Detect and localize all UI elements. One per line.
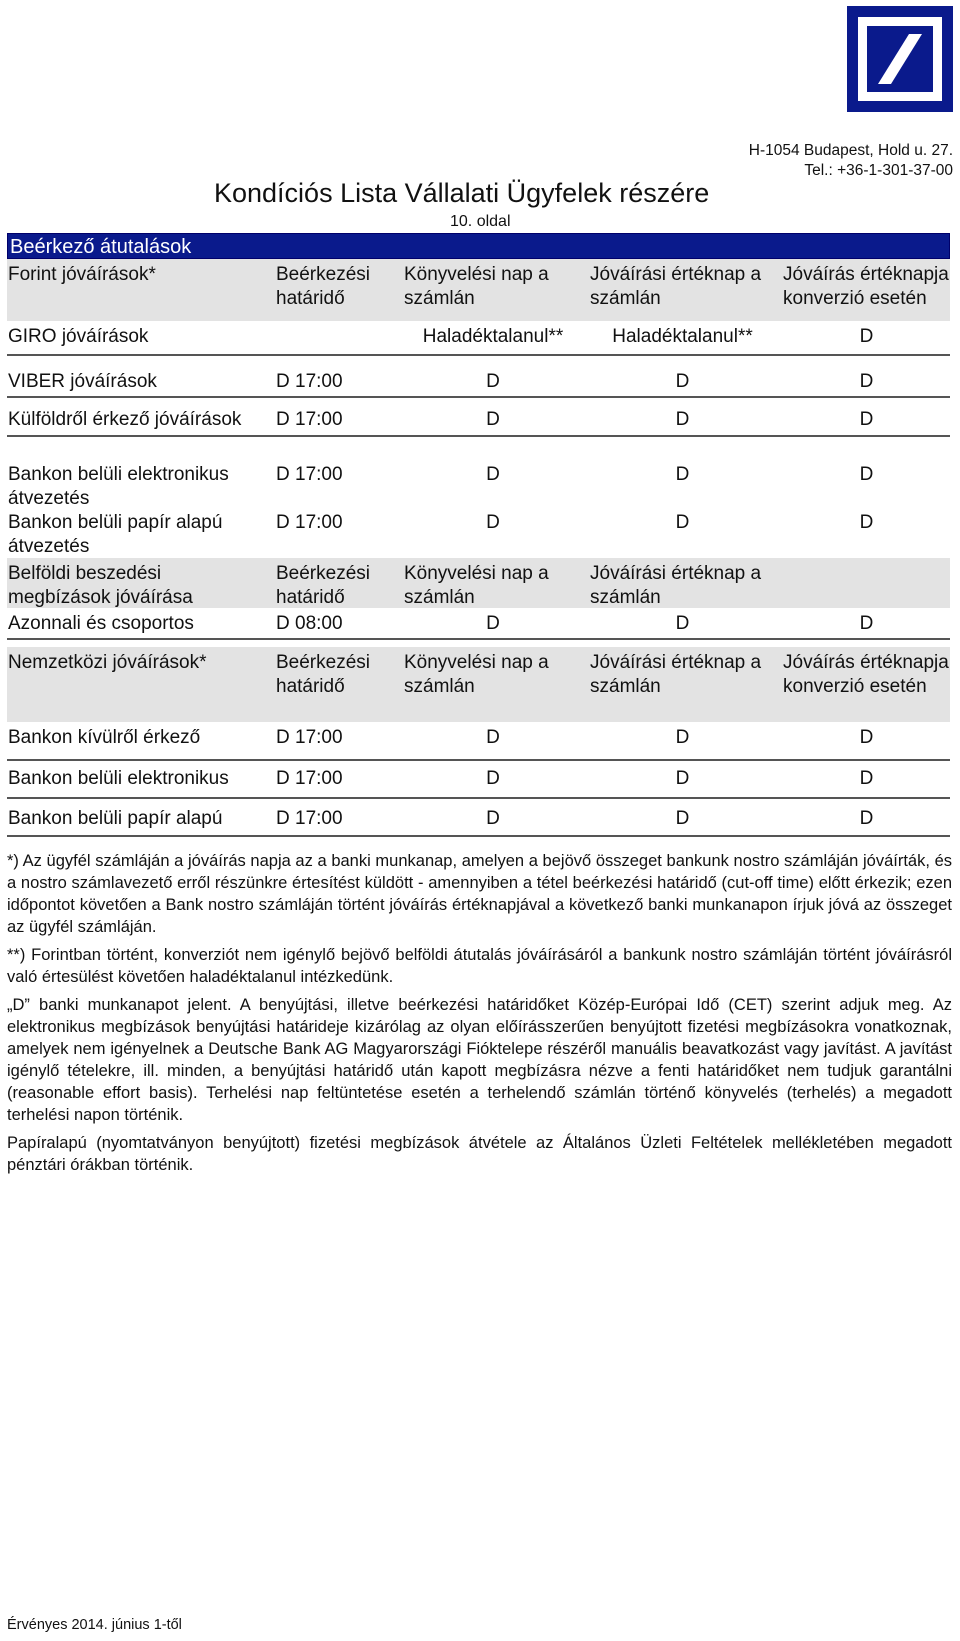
row-value-date: D [675, 768, 690, 789]
row-conversion-value-date: D [859, 464, 874, 485]
column-header-value-date: Jóváírási értéknap a számlán [590, 563, 762, 608]
row-value-date: D [675, 409, 690, 430]
footnote-d-definition: „D” banki munkanapot jelent. A benyújtási, illetve beérkezési határidőket Közép-Európai Idő (CET) szerint adjuk meg. Az elektronikus megbízások benyújtási határideje kizárólag az olyan előírásszerűen benyújtott fizetési megbízásokra vonatkoznak, amelyek nem igényelnek a Deutsche Bank AG Magyarországi Fióktelepe részéről manuális beavatkozást vagy javítást. A javítást igénylő tételekre, ill. minden, a benyújtási határidő után kapott megbízásra nézve a fenti határidőket nem tudjuk garantálni (reasonable effort basis). Terhelési nap feltüntetése esetén a terhelendő számlán történő könyvelés (terhelés) a megadott terhelési napon történik. [7, 996, 952, 1124]
table-row [7, 507, 950, 555]
row-booking-day: D [486, 464, 500, 485]
table-row [7, 459, 950, 507]
row-value-date: D [675, 808, 690, 829]
table-row [7, 404, 950, 437]
column-header-deadline: Beérkezési határidő [276, 563, 370, 608]
validity-footer: Érvényes 2014. június 1-től [7, 1617, 182, 1633]
row-booking-day: D [486, 768, 500, 789]
column-header-deadline: Beérkezési határidő [276, 652, 370, 697]
table-row [7, 722, 950, 761]
row-label: Bankon belüli elektronikus átvezetés [8, 464, 229, 509]
row-booking-day: Haladéktalanul** [422, 326, 564, 347]
row-conversion-value-date: D [859, 512, 874, 533]
footnote-double-star: **) Forintban történt, konverziót nem igénylő bejövő belföldi átutalás jóváírásáról a bankunk nostro számláján történt jóváírásról való értesülést követően haladéktalanul intézkedünk. [7, 946, 952, 986]
column-header-booking-day: Könyvelési nap a számlán [404, 264, 549, 309]
column-header-value-date: Jóváírási értéknap a számlán [590, 652, 762, 697]
row-booking-day: D [486, 808, 500, 829]
row-conversion-value-date: D [859, 727, 874, 748]
column-header-conversion-value-date: Jóváírás értéknapja konverzió esetén [783, 652, 949, 697]
row-label: Azonnali és csoportos [8, 613, 194, 634]
row-label: Bankon belüli papír alapú [8, 808, 223, 829]
collection-header-label: Belföldi beszedési megbízások jóváírása [8, 563, 193, 608]
row-conversion-value-date: D [859, 371, 874, 392]
column-header-deadline: Beérkezési határidő [276, 264, 370, 309]
table-row [7, 366, 950, 398]
column-header-booking-day: Könyvelési nap a számlán [404, 563, 549, 608]
row-deadline: D 17:00 [276, 727, 343, 748]
row-conversion-value-date: D [859, 808, 874, 829]
row-deadline: D 17:00 [276, 512, 343, 533]
international-header-row [7, 647, 950, 722]
row-label: Bankon kívülről érkező [8, 727, 201, 748]
row-label: Bankon belüli elektronikus [8, 768, 229, 789]
row-booking-day: D [486, 409, 500, 430]
row-deadline: D 17:00 [276, 768, 343, 789]
row-value-date: D [675, 727, 690, 748]
row-conversion-value-date: D [859, 768, 874, 789]
page-title: Kondíciós Lista Vállalati Ügyfelek részére [214, 178, 710, 208]
row-booking-day: D [486, 613, 500, 634]
row-label: Bankon belüli papír alapú átvezetés [8, 512, 223, 557]
bank-address [749, 141, 953, 181]
page-number: 10. oldal [450, 213, 511, 230]
row-deadline: D 17:00 [276, 464, 343, 485]
table-row [7, 608, 950, 640]
row-conversion-value-date: D [859, 613, 874, 634]
phone-line: Tel.: +36-1-301-37-00 [804, 162, 953, 179]
footnote-single-star: *) Az ügyfél számláján a jóváírás napja az a banki munkanap, amelyen a bejövő összeget bankunk nostro számláján jóváírták, és a nostro számlavezető erről részünkre értesítést küldött - amennyiben a tétel beérkezési határidő (cut-off time) előtt érkezik; ezen időpontot követően a Bank nostro számláján történt jóváírás értéknapjával a következő banki munkanapon írjuk jóvá az összeget az ügyfél számláján. [7, 852, 952, 936]
international-header-label: Nemzetközi jóváírások* [8, 652, 207, 673]
row-value-date: D [675, 512, 690, 533]
column-header-booking-day: Könyvelési nap a számlán [404, 652, 549, 697]
column-header-value-date: Jóváírási értéknap a számlán [590, 264, 762, 309]
row-booking-day: D [486, 727, 500, 748]
table-row [7, 321, 950, 356]
footnotes [7, 850, 952, 1182]
forint-header-label: Forint jóváírások* [8, 264, 156, 285]
row-booking-day: D [486, 512, 500, 533]
table-row [7, 763, 950, 799]
row-deadline: D 08:00 [276, 613, 343, 634]
collection-header-row [7, 558, 950, 608]
row-label: Külföldről érkező jóváírások [8, 409, 242, 430]
footnote-paper-orders: Papíralapú (nyomtatványon benyújtott) fizetési megbízások átvétele az Általános Üzleti Feltételek mellékletében megadott pénztári órákban történik. [7, 1134, 952, 1174]
address-line: H-1054 Budapest, Hold u. 27. [748, 142, 953, 159]
row-value-date: D [675, 464, 690, 485]
column-header-conversion-value-date: Jóváírás értéknapja konverzió esetén [783, 264, 949, 309]
row-conversion-value-date: D [859, 409, 874, 430]
row-conversion-value-date: D [859, 326, 874, 347]
row-deadline: D 17:00 [276, 808, 343, 829]
forint-header-row [7, 259, 950, 321]
row-label: GIRO jóváírások [8, 326, 149, 347]
row-label: VIBER jóváírások [8, 371, 157, 392]
table-row [7, 803, 950, 837]
section-header: Beérkező átutalások [7, 233, 950, 259]
row-value-date: D [675, 371, 690, 392]
row-deadline: D 17:00 [276, 371, 343, 392]
row-value-date: D [675, 613, 690, 634]
row-deadline: D 17:00 [276, 409, 343, 430]
row-booking-day: D [486, 371, 500, 392]
deutsche-bank-logo-icon [847, 6, 953, 112]
row-value-date: Haladéktalanul** [612, 326, 753, 347]
